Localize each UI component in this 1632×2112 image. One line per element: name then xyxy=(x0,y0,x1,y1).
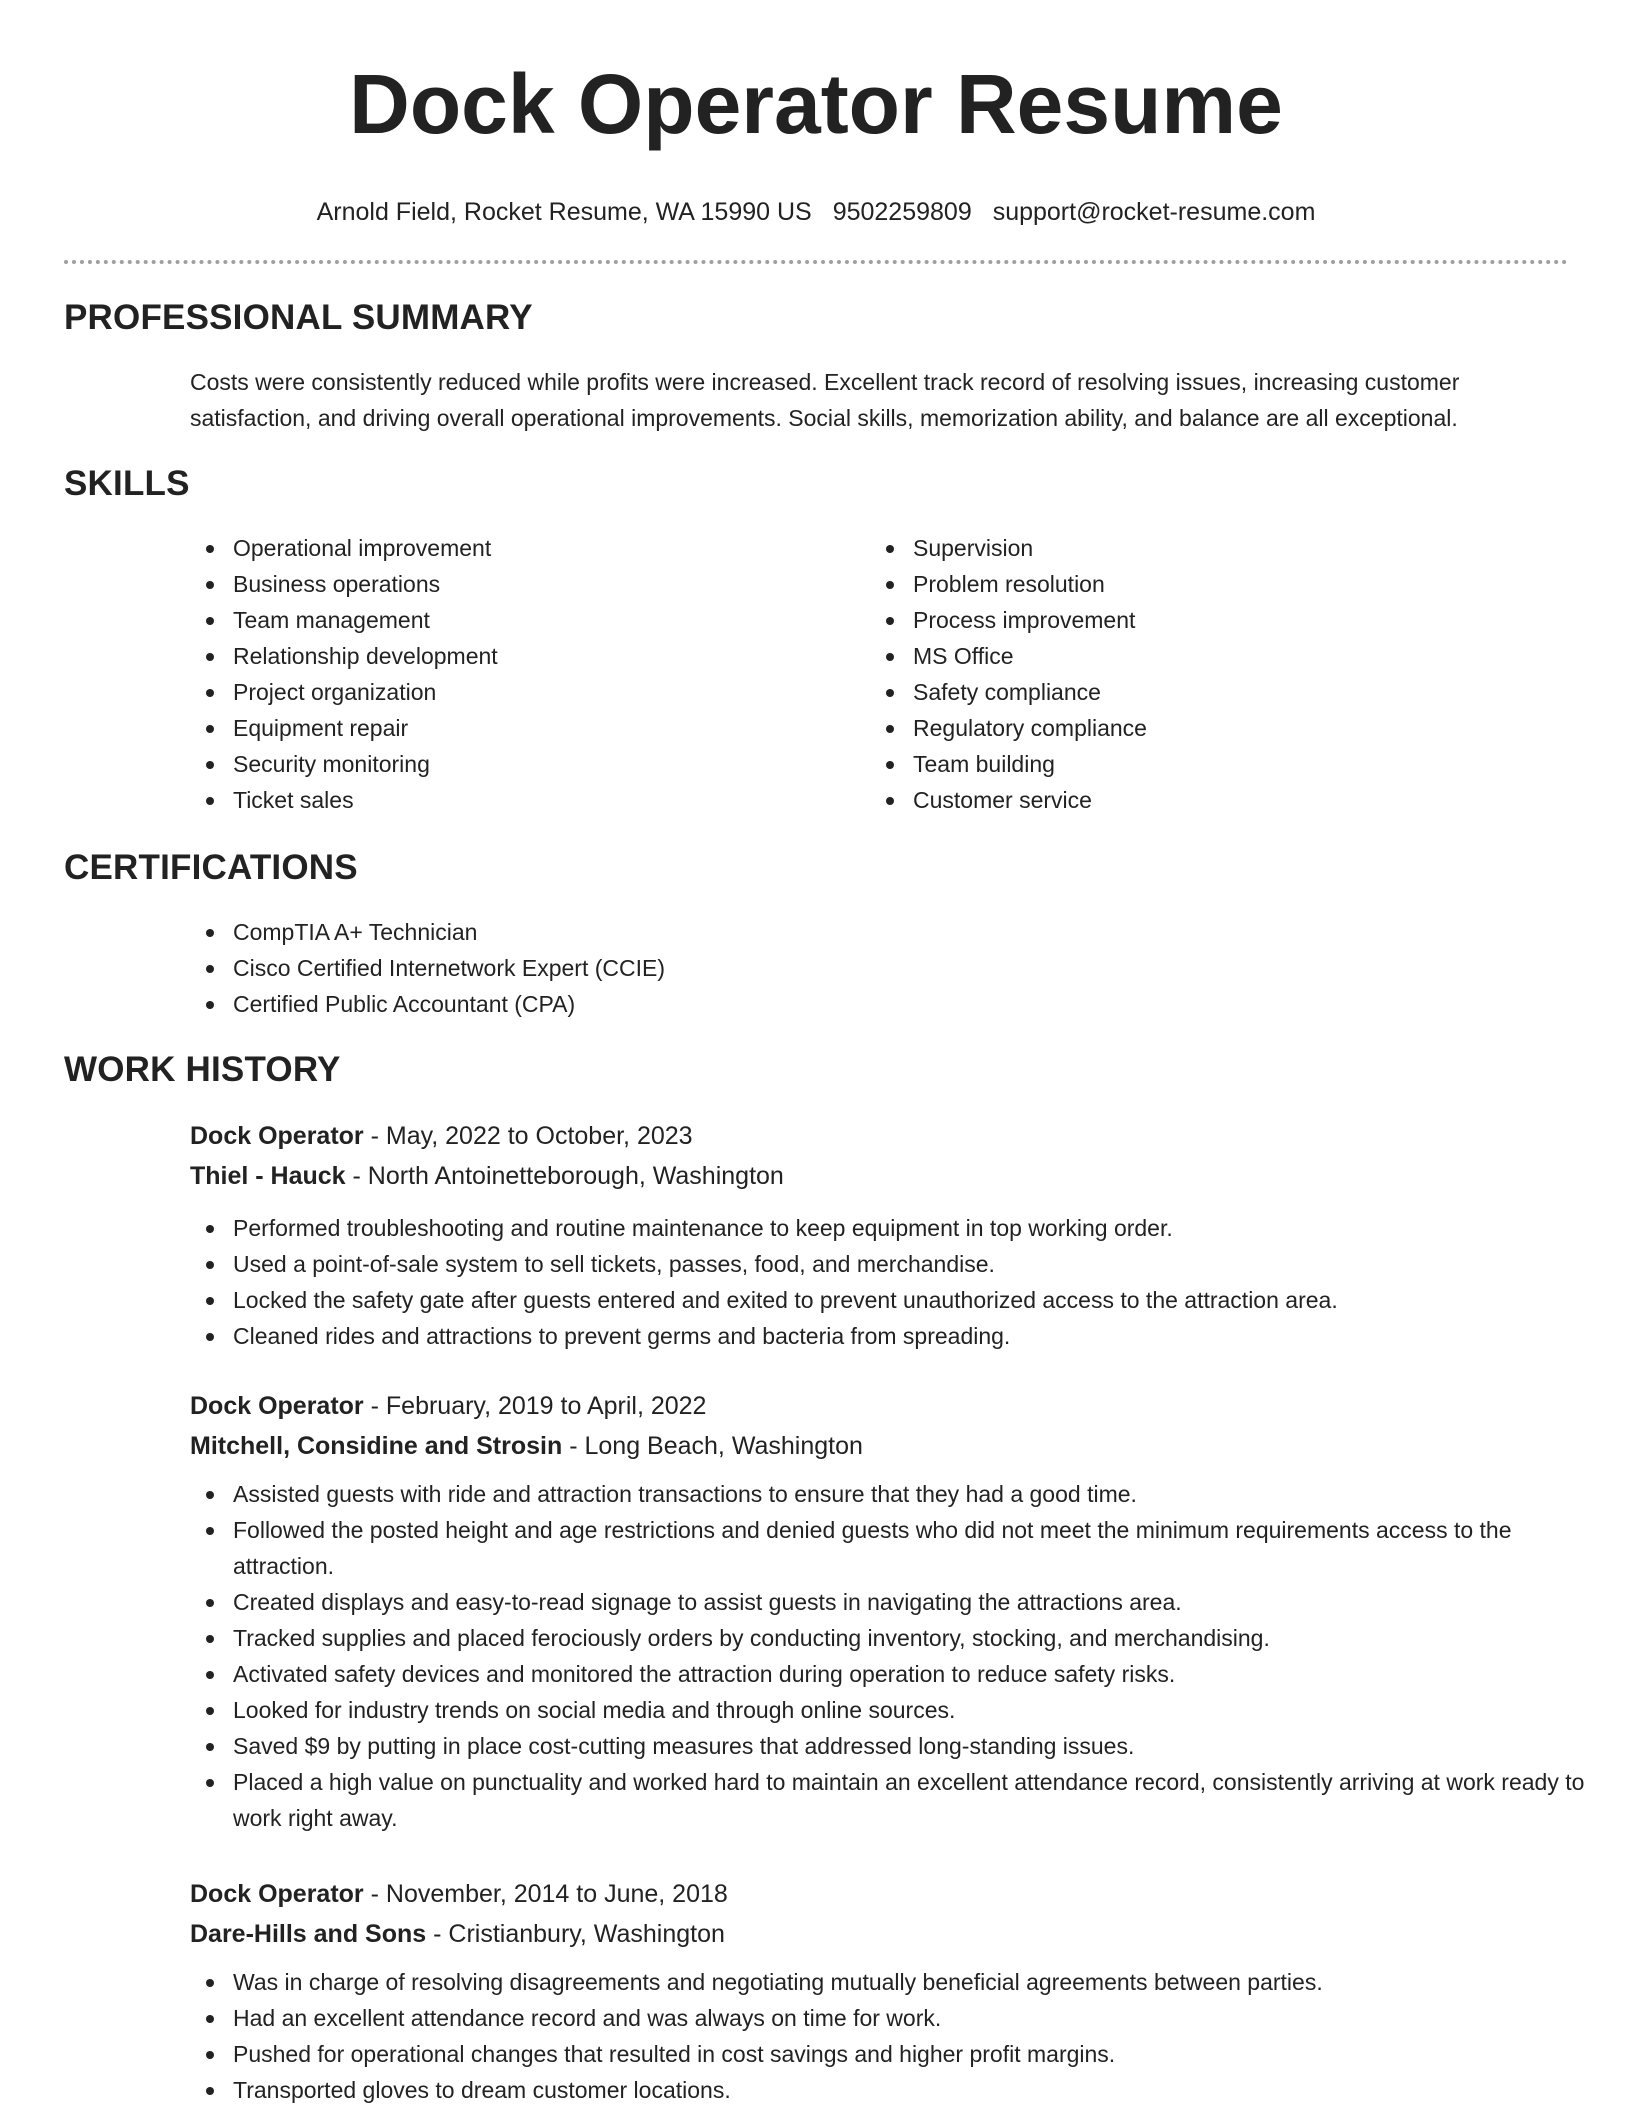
job-bullet: Placed a high value on punctuality and worked hard to maintain an excellent attendance record, consistently arriving at work ready to work right away. xyxy=(190,1764,1590,1836)
job-company-line xyxy=(190,1156,1568,1196)
certification-item: CompTIA A+ Technician xyxy=(190,914,1568,950)
page-title: Dock Operator Resume xyxy=(349,57,1283,151)
job-dates: - February, 2019 to April, 2022 xyxy=(363,1392,707,1420)
job-dates: - May, 2022 to October, 2023 xyxy=(363,1122,693,1150)
skill-item: Security monitoring xyxy=(190,746,870,782)
skill-item: Team management xyxy=(190,602,870,638)
summary-text: Costs were consistently reduced while profits were increased. Excellent track record of resolving issues, increasing customer satisfaction, and driving overall operational improvements. Social skills, memorization ability, and balance are all exceptional. xyxy=(190,369,1460,431)
skill-item: Problem resolution xyxy=(870,566,1550,602)
job-location: - Cristianbury, Washington xyxy=(426,1920,725,1948)
skill-item: Customer service xyxy=(870,782,1550,818)
contact-email: support@rocket-resume.com xyxy=(992,198,1316,226)
job-title: Dock Operator xyxy=(190,1392,364,1420)
skills-heading: SKILLS xyxy=(64,464,190,503)
job-bullet: Cleaned rides and attractions to prevent germs and bacteria from spreading. xyxy=(190,1318,1590,1354)
job-title-line xyxy=(190,1874,1568,1914)
job-entry xyxy=(190,1116,1568,1354)
skills-list-right xyxy=(870,530,1550,818)
skills-list-left xyxy=(190,530,870,818)
job-bullet: Used a point-of-sale system to sell tickets, passes, food, and merchandise. xyxy=(190,1246,1590,1282)
job-bullet: Was in charge of resolving disagreements and negotiating mutually beneficial agreements between parties. xyxy=(190,1964,1590,2000)
job-entry xyxy=(190,1874,1568,2108)
certifications-list xyxy=(190,914,1568,1022)
certification-item: Cisco Certified Internetwork Expert (CCIE) xyxy=(190,950,1568,986)
skill-item: Operational improvement xyxy=(190,530,870,566)
job-bullet: Locked the safety gate after guests entered and exited to prevent unauthorized access to the attraction area. xyxy=(190,1282,1590,1318)
job-bullet-list xyxy=(190,1210,1590,1354)
contact-line xyxy=(64,196,1568,228)
work-history-section xyxy=(64,1048,1568,1092)
job-title-line xyxy=(190,1116,1568,1156)
job-title: Dock Operator xyxy=(190,1122,364,1150)
skill-item: Process improvement xyxy=(870,602,1550,638)
resume-page xyxy=(64,0,1585,2103)
job-company-line xyxy=(190,1426,1568,1466)
job-dates: - November, 2014 to June, 2018 xyxy=(363,1880,728,1908)
contact-phone: 9502259809 xyxy=(832,198,972,226)
job-bullet: Activated safety devices and monitored the attraction during operation to reduce safety risks. xyxy=(190,1656,1590,1692)
certifications-heading: CERTIFICATIONS xyxy=(64,848,358,887)
job-company: Thiel - Hauck xyxy=(190,1162,346,1190)
skills-section xyxy=(64,462,1568,818)
summary-heading: PROFESSIONAL SUMMARY xyxy=(64,298,533,337)
skill-item: Regulatory compliance xyxy=(870,710,1550,746)
job-bullet-list xyxy=(190,1476,1590,1836)
skill-item: Project organization xyxy=(190,674,870,710)
certifications-section xyxy=(64,846,1568,1022)
job-bullet: Pushed for operational changes that resulted in cost savings and higher profit margins. xyxy=(190,2036,1590,2072)
job-bullet: Looked for industry trends on social media and through online sources. xyxy=(190,1692,1590,1728)
job-bullet: Created displays and easy-to-read signage to assist guests in navigating the attractions area. xyxy=(190,1584,1590,1620)
job-bullet: Assisted guests with ride and attraction transactions to ensure that they had a good time. xyxy=(190,1476,1590,1512)
job-bullet: Saved $9 by putting in place cost-cutting measures that addressed long-standing issues. xyxy=(190,1728,1590,1764)
skill-item: Supervision xyxy=(870,530,1550,566)
job-bullet: Had an excellent attendance record and was always on time for work. xyxy=(190,2000,1590,2036)
skill-item: Team building xyxy=(870,746,1550,782)
job-location: - North Antoinetteborough, Washington xyxy=(345,1162,784,1190)
job-title-line xyxy=(190,1386,1568,1426)
job-bullet: Performed troubleshooting and routine maintenance to keep equipment in top working order. xyxy=(190,1210,1590,1246)
job-entry xyxy=(190,1386,1585,1836)
summary-section xyxy=(64,296,1568,436)
contact-address: Arnold Field, Rocket Resume, WA 15990 US xyxy=(316,198,812,226)
job-company: Mitchell, Considine and Strosin xyxy=(190,1432,563,1460)
skill-item: MS Office xyxy=(870,638,1550,674)
skill-item: Business operations xyxy=(190,566,870,602)
work-history-heading: WORK HISTORY xyxy=(64,1050,341,1089)
skill-item: Equipment repair xyxy=(190,710,870,746)
job-bullet-list xyxy=(190,1964,1590,2108)
skill-item: Relationship development xyxy=(190,638,870,674)
job-company-line xyxy=(190,1914,1568,1954)
header-divider xyxy=(64,260,1568,264)
job-company: Dare-Hills and Sons xyxy=(190,1920,427,1948)
job-bullet: Tracked supplies and placed ferociously orders by conducting inventory, stocking, and merchandising. xyxy=(190,1620,1590,1656)
certification-item: Certified Public Accountant (CPA) xyxy=(190,986,1568,1022)
job-bullet: Transported gloves to dream customer locations. xyxy=(190,2072,1590,2108)
skill-item: Safety compliance xyxy=(870,674,1550,710)
job-bullet: Followed the posted height and age restrictions and denied guests who did not meet the minimum requirements access to the attraction. xyxy=(190,1512,1590,1584)
skill-item: Ticket sales xyxy=(190,782,870,818)
job-location: - Long Beach, Washington xyxy=(562,1432,863,1460)
job-title: Dock Operator xyxy=(190,1880,364,1908)
skills-grid xyxy=(190,530,1568,818)
